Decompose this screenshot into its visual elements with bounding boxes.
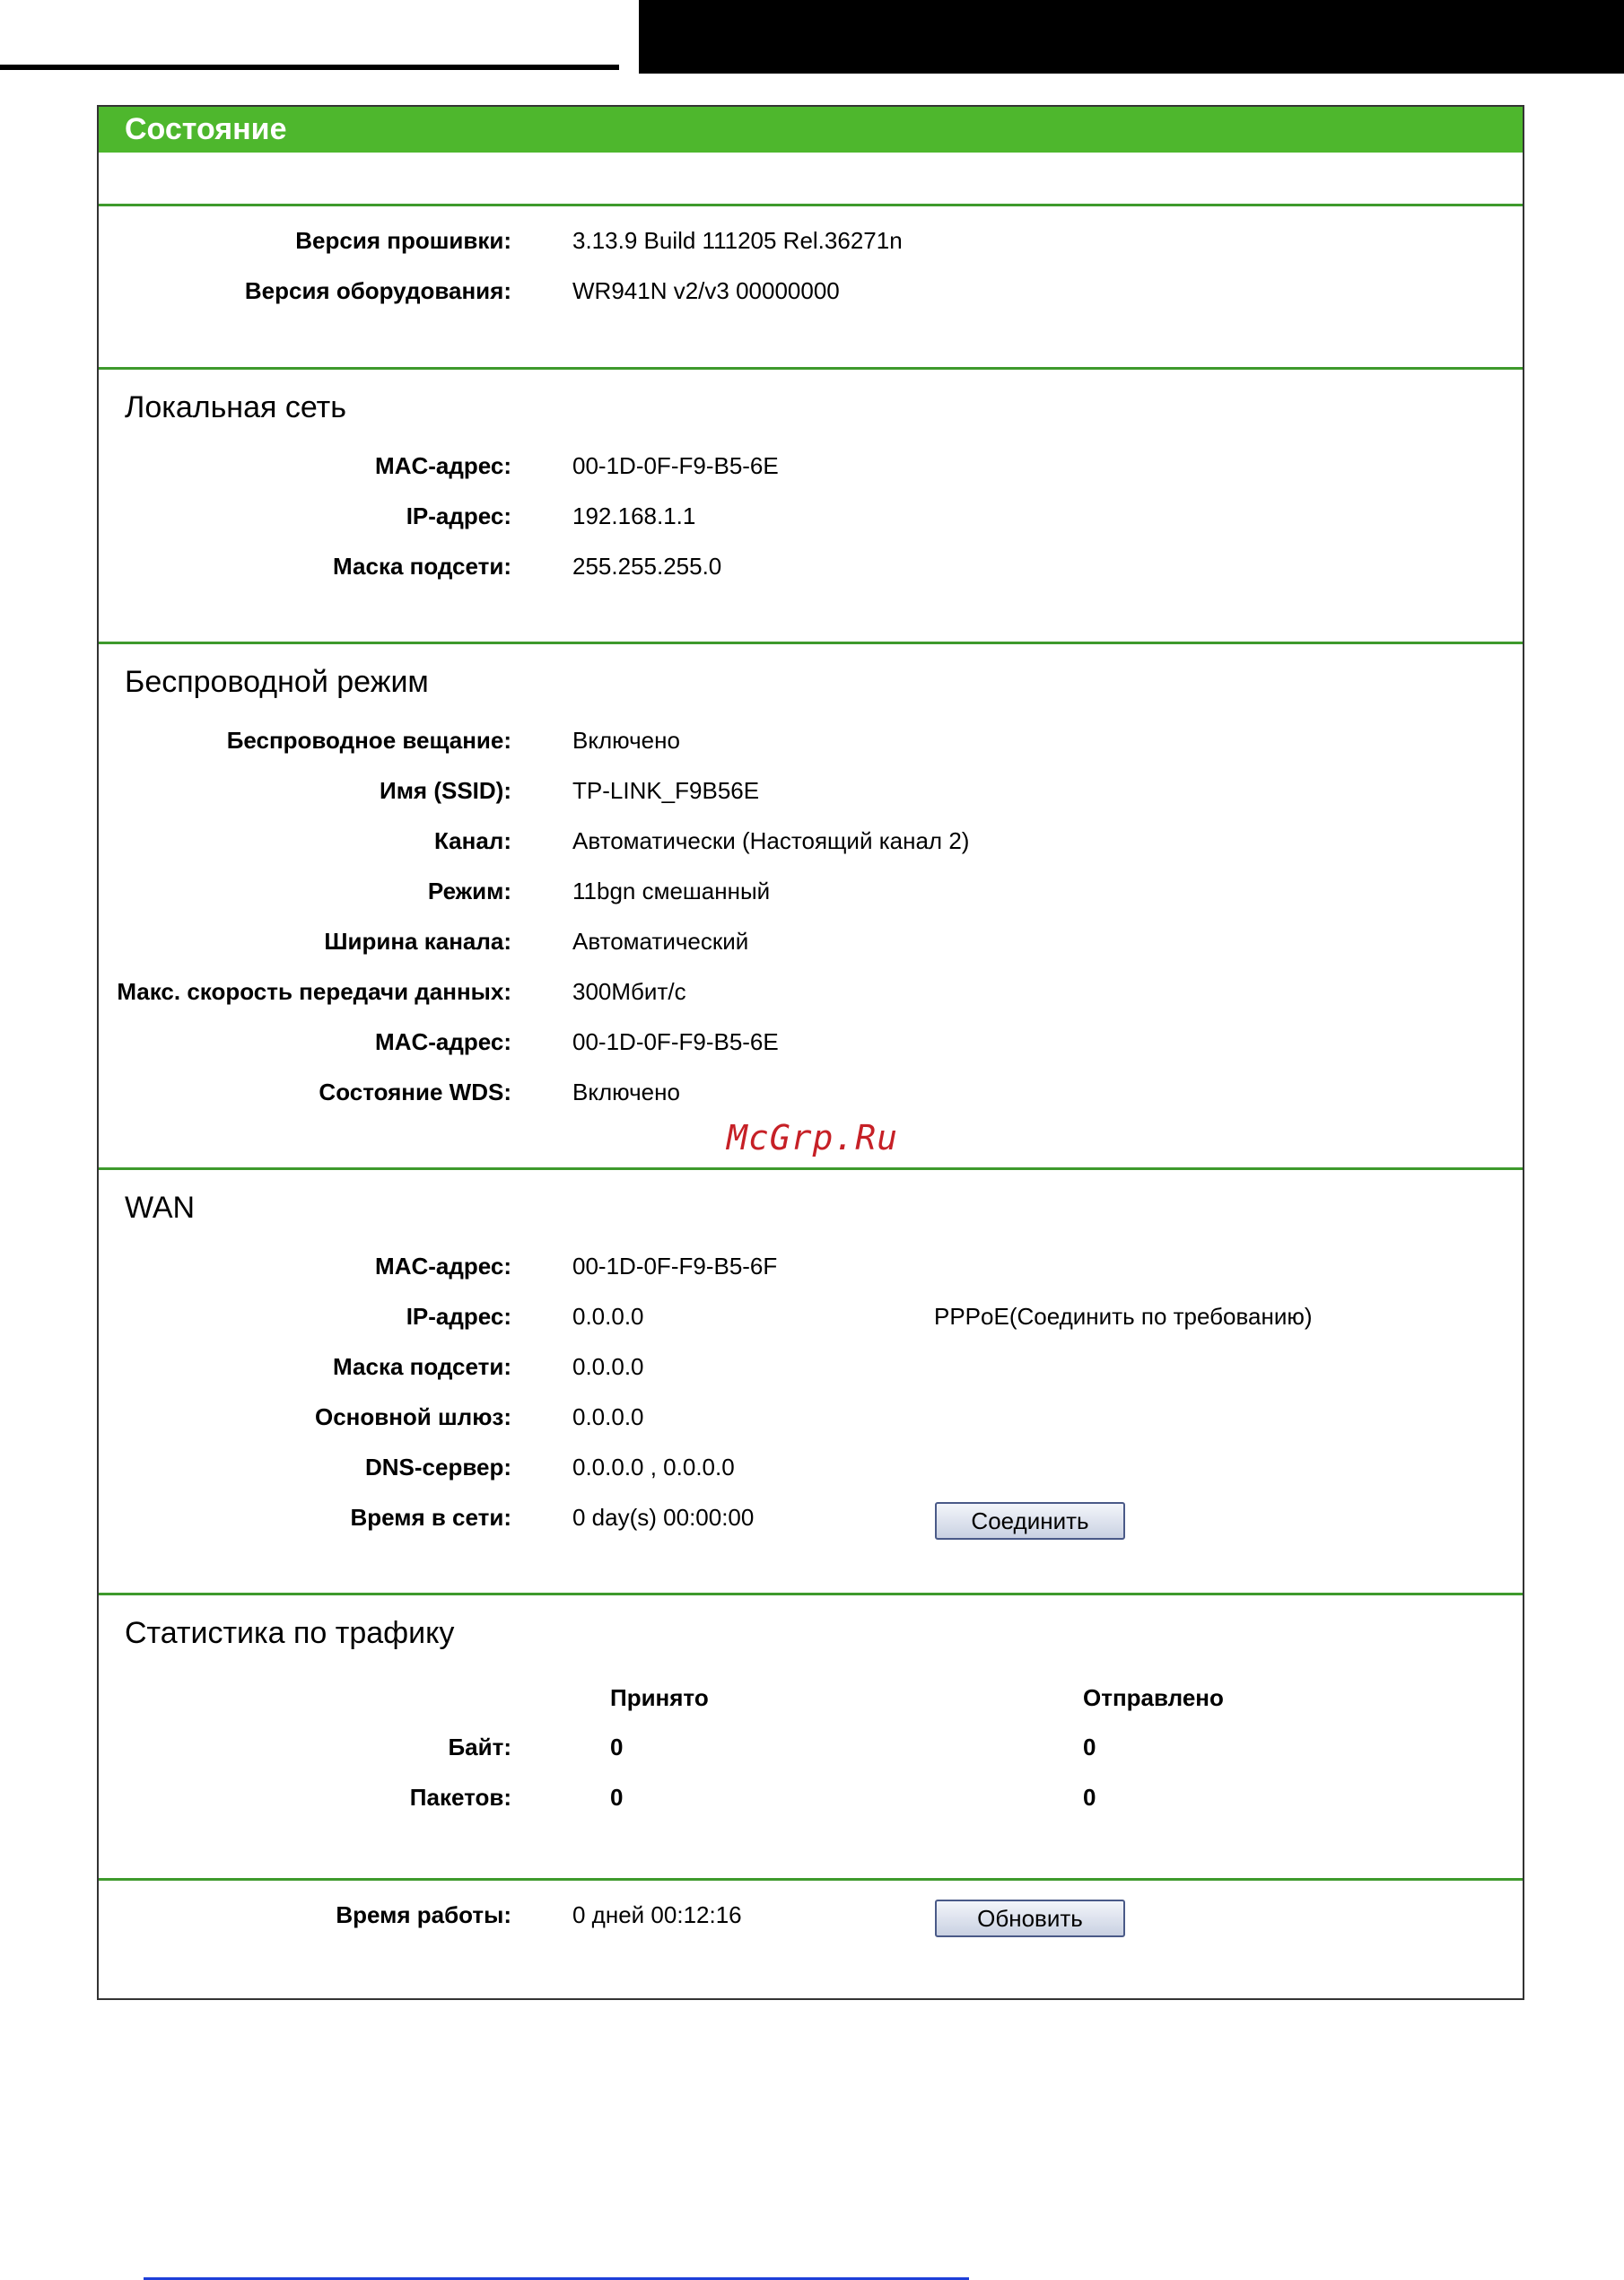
traffic-sent-header: Отправлено <box>1083 1684 1224 1711</box>
wireless-ssid-label: Имя (SSID): <box>380 777 511 804</box>
top-bar-right <box>639 0 1624 74</box>
top-bar-left <box>0 0 619 70</box>
wireless-channel-label: Канал: <box>434 827 511 854</box>
wan-section-title: WAN <box>125 1191 196 1225</box>
divider <box>99 204 1523 206</box>
traffic-received-header: Принято <box>610 1684 709 1711</box>
wireless-mode-label: Режим: <box>427 878 511 904</box>
wireless-wds-value: Включено <box>572 1079 680 1105</box>
wireless-width-label: Ширина канала: <box>324 928 511 955</box>
wan-online-time-label: Время в сети: <box>350 1504 511 1531</box>
divider <box>99 1593 1523 1595</box>
wireless-rate-value: 300Мбит/с <box>572 978 686 1005</box>
wireless-ssid-value: TP-LINK_F9B56E <box>572 777 760 804</box>
hardware-version-label: Версия оборудования: <box>244 277 511 304</box>
status-panel <box>97 105 1524 2000</box>
lan-ip-label: IP-адрес: <box>406 502 511 529</box>
lan-ip-value: 192.168.1.1 <box>572 502 696 529</box>
wan-dns-value: 0.0.0.0 , 0.0.0.0 <box>572 1454 735 1481</box>
wan-gateway-value: 0.0.0.0 <box>572 1403 644 1430</box>
divider <box>99 642 1523 644</box>
lan-mask-value: 255.255.255.0 <box>572 553 722 580</box>
wireless-section-title: Беспроводной режим <box>125 665 429 699</box>
wireless-broadcast-label: Беспроводное вещание: <box>226 727 511 754</box>
traffic-bytes-received: 0 <box>610 1734 624 1760</box>
lan-section-title: Локальная сеть <box>125 390 346 424</box>
hardware-version-value: WR941N v2/v3 00000000 <box>572 277 840 304</box>
divider <box>99 367 1523 370</box>
wireless-mode-value: 11bgn смешанный <box>572 878 771 904</box>
wireless-rate-label: Макс. скорость передачи данных: <box>117 978 511 1005</box>
wan-ip-value: 0.0.0.0 <box>572 1303 644 1330</box>
wan-mac-value: 00-1D-0F-F9-B5-6F <box>572 1253 778 1280</box>
traffic-packets-sent: 0 <box>1083 1784 1096 1811</box>
wan-mask-value: 0.0.0.0 <box>572 1353 644 1380</box>
traffic-packets-received: 0 <box>610 1784 624 1811</box>
lan-mask-label: Маска подсети: <box>333 553 511 580</box>
wan-mask-label: Маска подсети: <box>333 1353 511 1380</box>
firmware-version-label: Версия прошивки: <box>295 227 511 254</box>
wan-dns-label: DNS-сервер: <box>365 1454 511 1481</box>
wireless-channel-value: Автоматически (Настоящий канал 2) <box>572 827 970 854</box>
refresh-button[interactable]: Обновить <box>935 1900 1125 1937</box>
wireless-broadcast-value: Включено <box>572 727 680 754</box>
top-bar-gap <box>619 0 639 70</box>
traffic-packets-label: Пакетов: <box>409 1784 511 1811</box>
traffic-section-title: Статистика по трафику <box>125 1616 455 1650</box>
wan-connection-type: PPPoE(Соединить по требованию) <box>934 1303 1313 1330</box>
wireless-mac-value: 00-1D-0F-F9-B5-6E <box>572 1028 779 1055</box>
connect-button[interactable]: Соединить <box>935 1502 1125 1540</box>
traffic-bytes-sent: 0 <box>1083 1734 1096 1760</box>
uptime-label: Время работы: <box>336 1901 511 1928</box>
lan-mac-value: 00-1D-0F-F9-B5-6E <box>572 452 779 479</box>
wan-mac-label: MAC-адрес: <box>375 1253 511 1280</box>
panel-title: Состояние <box>99 107 1523 153</box>
wireless-wds-label: Состояние WDS: <box>319 1079 511 1105</box>
divider <box>99 1878 1523 1881</box>
uptime-value: 0 дней 00:12:16 <box>572 1901 742 1928</box>
wan-online-time-value: 0 day(s) 00:00:00 <box>572 1504 755 1531</box>
firmware-version-value: 3.13.9 Build 111205 Rel.36271n <box>572 227 903 254</box>
watermark: McGrp.Ru <box>727 1118 899 1157</box>
wireless-mac-label: MAC-адрес: <box>375 1028 511 1055</box>
traffic-bytes-label: Байт: <box>448 1734 511 1760</box>
divider <box>99 1167 1523 1170</box>
lan-mac-label: MAC-адрес: <box>375 452 511 479</box>
wan-ip-label: IP-адрес: <box>406 1303 511 1330</box>
wireless-width-value: Автоматический <box>572 928 749 955</box>
wan-gateway-label: Основной шлюз: <box>314 1403 511 1430</box>
